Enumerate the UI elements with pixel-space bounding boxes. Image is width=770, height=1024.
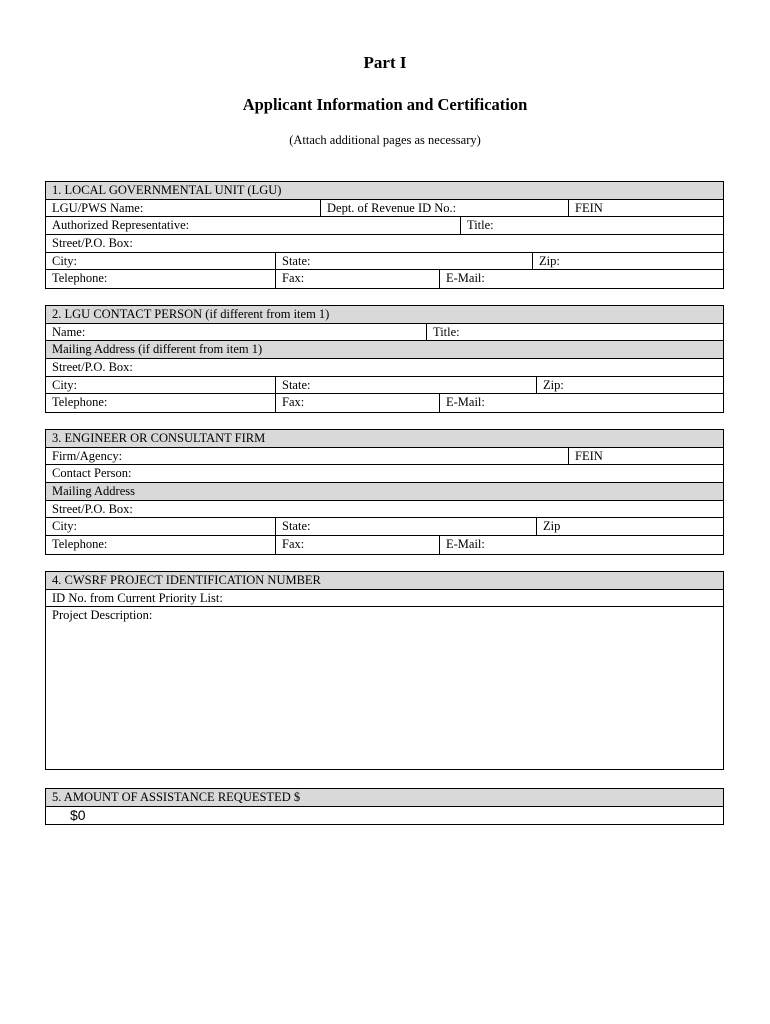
form-row	[46, 270, 723, 288]
zip-field[interactable]: Zip	[536, 518, 725, 535]
form-row	[46, 217, 723, 235]
instruction-note: (Attach additional pages as necessary)	[289, 133, 481, 147]
mailing-address-label: Mailing Address	[52, 484, 135, 499]
project-description-box[interactable]	[46, 607, 723, 769]
subsection-header	[46, 341, 723, 359]
section-title: 2. LGU CONTACT PERSON (if different from item 1)	[52, 307, 330, 321]
part-heading: Part I	[363, 53, 407, 72]
form-row	[46, 200, 723, 218]
form-row	[46, 448, 723, 466]
fax-field[interactable]: Fax:	[275, 536, 439, 554]
firm-agency-field[interactable]: Firm/Agency:	[52, 448, 123, 463]
form-row	[46, 377, 723, 395]
fax-field[interactable]: Fax:	[275, 270, 439, 288]
section-title: 1. LOCAL GOVERNMENTAL UNIT (LGU)	[52, 183, 282, 197]
form-row	[46, 501, 723, 519]
telephone-field[interactable]: Telephone:	[52, 537, 108, 552]
street-field[interactable]: Street/P.O. Box:	[52, 501, 133, 516]
city-field[interactable]: City:	[52, 519, 78, 534]
form-row	[46, 235, 723, 253]
authorized-rep-field[interactable]: Authorized Representative:	[52, 218, 190, 233]
title-field[interactable]: Title:	[426, 324, 725, 341]
section-project-id	[45, 571, 724, 770]
section-contact-person	[45, 305, 724, 413]
state-field[interactable]: State:	[275, 253, 532, 270]
fein-field[interactable]: FEIN	[568, 200, 725, 217]
email-field[interactable]: E-Mail:	[439, 394, 725, 412]
form-row	[46, 359, 723, 377]
email-field[interactable]: E-Mail:	[439, 536, 725, 554]
state-field[interactable]: State:	[275, 518, 536, 535]
contact-person-field[interactable]: Contact Person:	[52, 466, 132, 481]
mailing-address-label: Mailing Address (if different from item 1)	[52, 342, 263, 357]
form-row	[46, 518, 723, 536]
page-title: Applicant Information and Certification	[242, 95, 528, 114]
amount-requested-field[interactable]: $0	[70, 806, 86, 823]
section-amount	[45, 788, 724, 825]
street-field[interactable]: Street/P.O. Box:	[52, 236, 133, 251]
name-field[interactable]: Name:	[52, 324, 86, 339]
form-row	[46, 394, 723, 412]
form-row	[46, 590, 723, 608]
section-header	[46, 572, 723, 590]
section-title: 3. ENGINEER OR CONSULTANT FIRM	[52, 431, 266, 445]
section-engineer-firm	[45, 429, 724, 555]
section-header	[46, 789, 723, 807]
zip-field[interactable]: Zip:	[532, 253, 725, 270]
city-field[interactable]: City:	[52, 253, 78, 268]
section-header	[46, 430, 723, 448]
fein-field[interactable]: FEIN	[568, 448, 725, 465]
section-header	[46, 306, 723, 324]
section-title: 5. AMOUNT OF ASSISTANCE REQUESTED $	[52, 790, 301, 804]
form-row	[46, 807, 723, 824]
city-field[interactable]: City:	[52, 377, 78, 392]
state-field[interactable]: State:	[275, 377, 536, 394]
priority-list-id-field[interactable]: ID No. from Current Priority List:	[52, 590, 223, 605]
form-row	[46, 536, 723, 554]
subsection-header	[46, 483, 723, 501]
fax-field[interactable]: Fax:	[275, 394, 439, 412]
telephone-field[interactable]: Telephone:	[52, 395, 108, 410]
section-title: 4. CWSRF PROJECT IDENTIFICATION NUMBER	[52, 573, 321, 587]
lgu-name-field[interactable]: LGU/PWS Name:	[52, 200, 144, 215]
section-lgu	[45, 181, 724, 289]
form-row	[46, 253, 723, 271]
section-header	[46, 182, 723, 200]
telephone-field[interactable]: Telephone:	[52, 271, 108, 286]
title-field[interactable]: Title:	[460, 217, 725, 234]
dor-id-field[interactable]: Dept. of Revenue ID No.:	[320, 200, 564, 217]
form-row	[46, 465, 723, 483]
form-row	[46, 324, 723, 342]
street-field[interactable]: Street/P.O. Box:	[52, 360, 133, 375]
project-description-label: Project Description:	[52, 608, 153, 623]
zip-field[interactable]: Zip:	[536, 377, 725, 394]
email-field[interactable]: E-Mail:	[439, 270, 725, 288]
